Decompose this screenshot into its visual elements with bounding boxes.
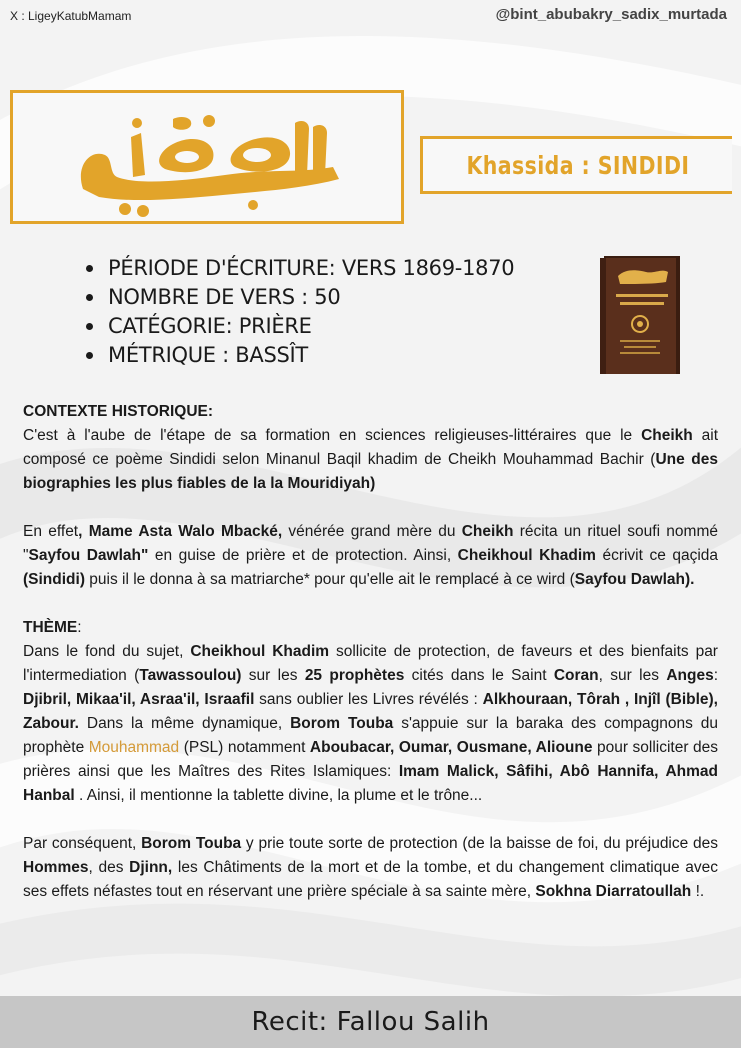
text-run: (Sindidi) <box>23 571 85 588</box>
title-frame <box>420 136 732 194</box>
text-run: C'est à l'aube de l'étape de sa formation en sciences religieuses-littéraires que le <box>23 427 642 444</box>
fact-period: PÉRIODE D'ÉCRITURE: VERS 1869-1870 <box>84 254 514 283</box>
text-run: Par conséquent, <box>23 835 142 852</box>
context-paragraph-1 <box>23 424 718 496</box>
theme-paragraph-2 <box>23 832 718 904</box>
text-run: Mouhammad <box>88 739 180 756</box>
text-run: sans oublier les Livres révélés : <box>254 691 483 708</box>
footer-bar <box>0 996 741 1048</box>
text-run: Une des biographies les plus fiables de la la Mouridiyah) <box>23 451 718 492</box>
fact-category: CATÉGORIE: PRIÈRE <box>84 312 514 341</box>
theme-paragraph-1 <box>23 640 718 808</box>
context-paragraph-2 <box>23 520 718 592</box>
text-run: s'appuie sur la baraka des compagnons du prophète <box>23 715 719 756</box>
text-run: Imam Malick, Sâfihi, Abô Hannifa, Ahmad Hanbal <box>23 763 718 804</box>
text-run: Hommes <box>23 859 89 876</box>
theme-heading: THÈME <box>23 619 78 636</box>
text-run: , Mame Asta Walo Mbacké, <box>78 523 283 540</box>
text-run: Djibril, Mikaa'il, Asraa'il, Israafil <box>23 691 255 708</box>
footer-credit: Recit: Fallou Salih <box>251 1007 490 1037</box>
text-run: Cheikhoul Khadim <box>457 547 596 564</box>
fact-verse-count: NOMBRE DE VERS : 50 <box>84 283 514 312</box>
text-run: sollicite de protection, de faveurs et des bienfaits par l'intermediation ( <box>23 643 718 684</box>
context-heading: CONTEXTE HISTORIQUE: <box>23 403 214 420</box>
text-run: Djinn, <box>129 859 173 876</box>
text-run: Dans la même dynamique, <box>78 715 291 732</box>
text-run: Tawassoulou) <box>139 667 242 684</box>
text-run: sur les <box>241 667 305 684</box>
text-run: récita un rituel soufi nommé " <box>23 523 718 564</box>
text-run: Borom Touba <box>290 715 394 732</box>
logo-frame <box>10 90 404 224</box>
text-run: Coran <box>553 667 599 684</box>
text-run: Borom Touba <box>141 835 242 852</box>
text-run: y prie toute sorte de protection (de la baisse de foi, du préjudice des <box>241 835 719 852</box>
text-run: les Châtiments de la mort et de la tombe, et du changement climatique avec ses effets néfastes tout en réservant une prière spéciale à sa sainte mère, <box>23 859 718 900</box>
text-run: Cheikh <box>641 427 693 444</box>
text-run: en guise de prière et de protection. Ainsi, <box>148 547 458 564</box>
text-run: cités dans le Saint <box>404 667 554 684</box>
facts-list <box>84 254 514 370</box>
text-run: puis il le donna à sa matriarche* pour qu'elle ait le remplacé à ce wird ( <box>85 571 575 588</box>
text-run: pour solliciter des prières ainsi que les Maîtres des Rites Islamiques: <box>23 739 719 780</box>
text-run: 25 prophètes <box>304 667 405 684</box>
book-cover-icon <box>596 254 682 376</box>
text-run: . Ainsi, il mentionne la tablette divine, la plume et le trône... <box>74 787 483 804</box>
text-run: Dans le fond du sujet, <box>23 643 191 660</box>
right-handle: @bint_abubakry_sadix_murtada <box>495 6 727 23</box>
text-run: Cheikhoul Khadim <box>190 643 330 660</box>
text-run: , sur les <box>598 667 667 684</box>
text-run: : <box>713 667 718 684</box>
text-run: ait composé ce poème Sindidi selon Minanul Baqil khadim de Cheikh Mouhammad Bachir ( <box>23 427 719 468</box>
fact-meter: MÉTRIQUE : BASSÎT <box>84 341 514 370</box>
left-handle: X : LigeyKatubMamam <box>10 9 132 23</box>
content-body <box>23 400 718 904</box>
text-run: Sokhna Diarratoullah <box>535 883 692 900</box>
text-run: Anges <box>666 667 714 684</box>
arabic-calligraphy-logo-icon <box>13 93 401 221</box>
text-run: écrivit ce qaçida <box>595 547 718 564</box>
text-run: Alkhouraan, Tôrah , Injîl (Bible), Zabour. <box>23 691 718 732</box>
text-run: Sayfou Dawlah). <box>574 571 695 588</box>
text-run: Sayfou Dawlah" <box>28 547 149 564</box>
theme-heading-colon: : <box>77 619 82 636</box>
text-run: , des <box>88 859 130 876</box>
text-run: En effet <box>23 523 79 540</box>
text-run: (PSL) notamment <box>179 739 310 756</box>
text-run: Aboubacar, Oumar, Ousmane, Alioune <box>309 739 593 756</box>
text-run: !. <box>691 883 705 900</box>
page-title: Khassida : SINDIDI <box>466 150 689 180</box>
text-run: vénérée grand mère du <box>282 523 462 540</box>
text-run: Cheikh <box>461 523 514 540</box>
